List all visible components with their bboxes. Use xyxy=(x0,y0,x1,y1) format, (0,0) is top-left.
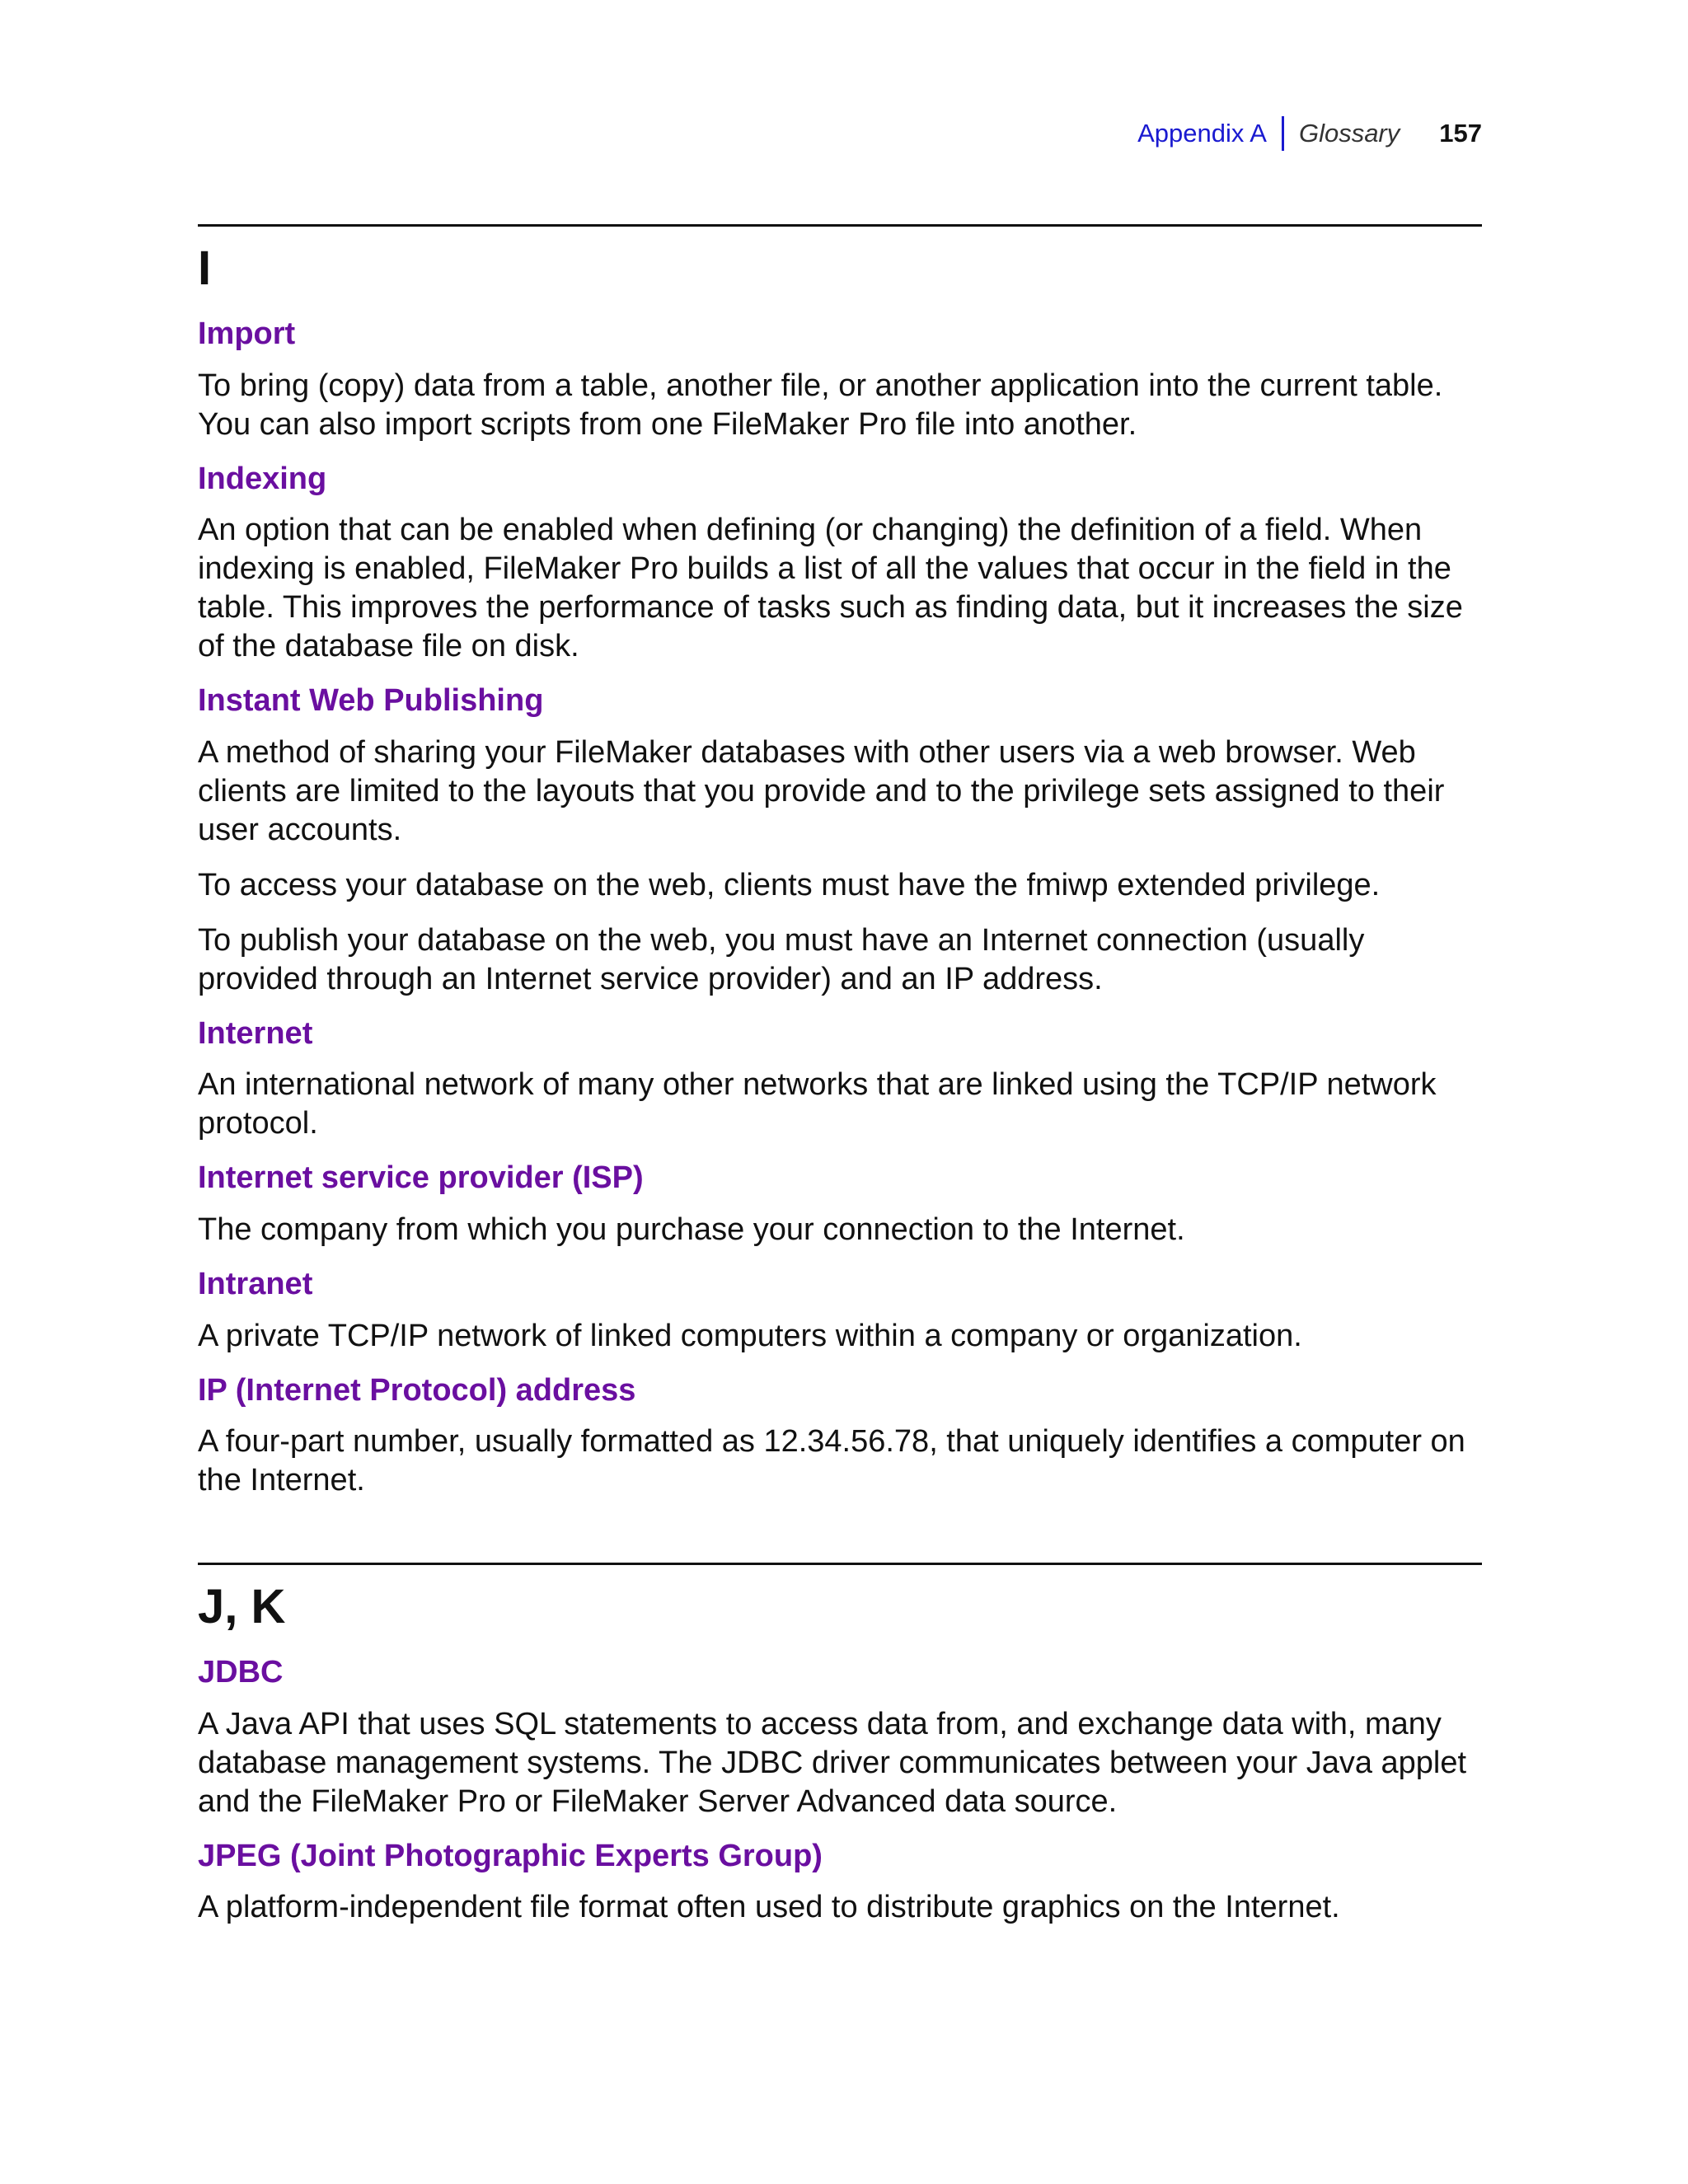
section-letter: I xyxy=(198,241,212,295)
definition-paragraph: A private TCP/IP network of linked computers within a company or organization. xyxy=(198,1318,1302,1353)
glossary-entry xyxy=(198,1372,1482,1501)
glossary-term: JPEG (Joint Photographic Experts Group) xyxy=(198,1838,823,1873)
definition-paragraph: A Java API that uses SQL statements to access data from, and exchange data with, many database management systems. The JDBC driver communicates between your Java applet and the FileMaker Pro or FileMaker Server Advanced data source. xyxy=(198,1706,1467,1819)
glossary-entry xyxy=(198,1160,1482,1249)
glossary-term: Intranet xyxy=(198,1266,313,1301)
section-rule xyxy=(198,1563,1482,1565)
glossary-term: Import xyxy=(198,316,296,351)
definition-paragraph: A method of sharing your FileMaker databases with other users via a web browser. Web clients are limited to the layouts that you provide and to the privilege sets assigned to their user accounts. xyxy=(198,734,1445,847)
definition-paragraph: A four-part number, usually formatted as 12.34.56.78, that uniquely identifies a computer on the Internet. xyxy=(198,1424,1465,1498)
glossary-term: IP (Internet Protocol) address xyxy=(198,1372,636,1408)
definition-paragraph: An option that can be enabled when defining (or changing) the definition of a field. When indexing is enabled, FileMaker Pro builds a list of all the values that occur in the field in the table. This improves the performance of tasks such as finding data, but it increases the size of the database file on disk. xyxy=(198,513,1463,664)
glossary-entry xyxy=(198,1654,1482,1821)
definition-paragraph: An international network of many other networks that are linked using the TCP/IP network protocol. xyxy=(198,1067,1437,1141)
definition-paragraph: To access your database on the web, clients must have the fmiwp extended privilege. xyxy=(198,867,1381,902)
definition-paragraph: To publish your database on the web, you must have an Internet connection (usually provided through an Internet service provider) and an IP address. xyxy=(198,922,1365,996)
glossary-term: Instant Web Publishing xyxy=(198,683,544,719)
glossary-entry xyxy=(198,1838,1482,1928)
definition-paragraph: A platform-independent file format often used to distribute graphics on the Internet. xyxy=(198,1890,1340,1925)
glossary-term: Internet service provider (ISP) xyxy=(198,1160,644,1196)
glossary-term: Indexing xyxy=(198,461,327,496)
glossary-entry xyxy=(198,1266,1482,1356)
glossary-section-jk xyxy=(198,1563,1482,1927)
glossary-entry xyxy=(198,1015,1482,1144)
chapter-title[interactable]: Appendix A xyxy=(1137,119,1267,148)
glossary-entry xyxy=(198,682,1482,999)
page-number: 157 xyxy=(1439,119,1482,148)
glossary-entry xyxy=(198,461,1482,667)
glossary-section-i xyxy=(198,224,1482,1500)
section-title: Glossary xyxy=(1298,119,1400,148)
running-header xyxy=(1137,115,1482,152)
glossary-entry xyxy=(198,316,1482,444)
section-letter: J, K xyxy=(198,1580,286,1634)
section-spacer xyxy=(198,1516,1482,1563)
glossary-term: Internet xyxy=(198,1015,313,1051)
definition-paragraph: The company from which you purchase your connection to the Internet. xyxy=(198,1212,1185,1247)
glossary-content xyxy=(198,224,1482,1943)
header-divider xyxy=(1282,116,1284,151)
glossary-term: JDBC xyxy=(198,1655,284,1690)
definition-paragraph: To bring (copy) data from a table, another file, or another application into the current table. You can also import scripts from one FileMaker Pro file into another. xyxy=(198,368,1443,442)
section-rule xyxy=(198,224,1482,227)
